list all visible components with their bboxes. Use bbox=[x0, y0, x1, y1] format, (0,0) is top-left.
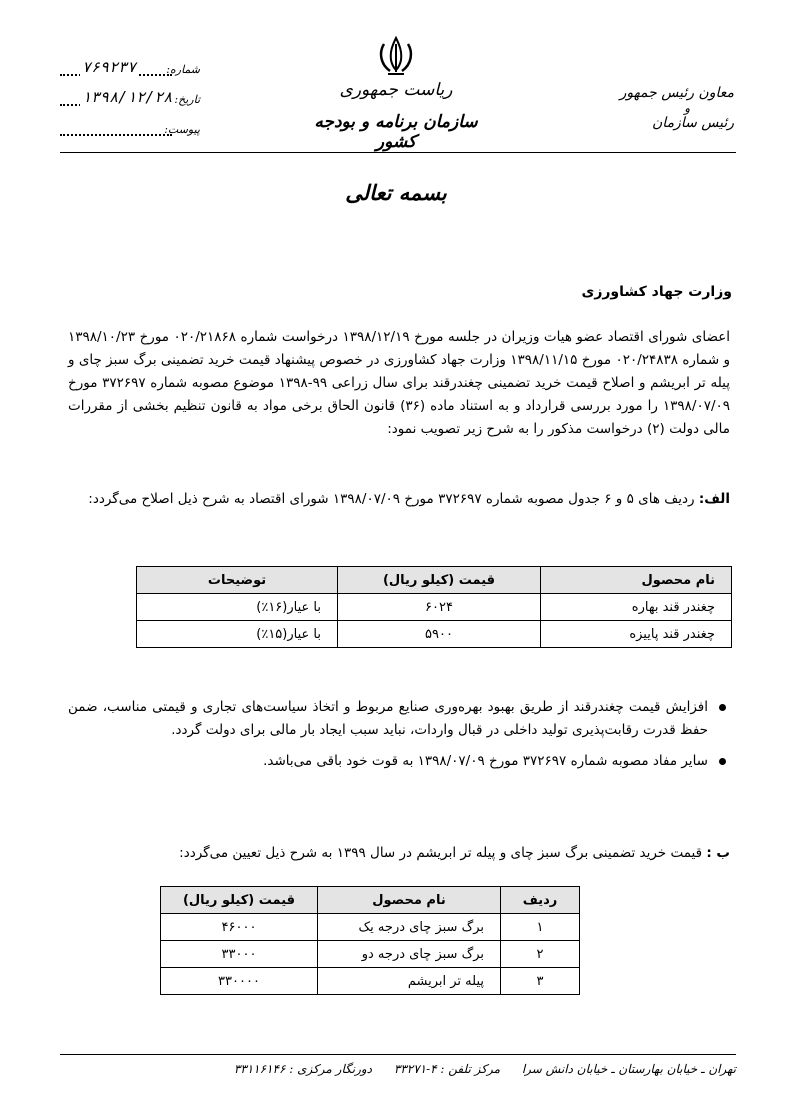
bismillah-heading: بسمه تعالی bbox=[345, 180, 447, 205]
table-cell: با عیار(۱۵٪) bbox=[137, 621, 338, 648]
bullet-list bbox=[68, 696, 730, 781]
table-row bbox=[137, 594, 732, 621]
table-header-cell: نام محصول bbox=[541, 567, 732, 594]
table-cell: چغندر قند بهاره bbox=[541, 594, 732, 621]
table-header-cell: قیمت (کیلو ریال) bbox=[161, 887, 318, 914]
table-cell: ۱ bbox=[501, 914, 580, 941]
list-item: افزایش قیمت چغندرقند از طریق بهبود بهره‌وری صنایع مربوط و اتخاذ سیاست‌های تجاری و قیمتی مناسب، ضمن حفظ قدرت رقابت‌پذیری تولید داخلی در قبال واردات، نباید سبب ایجاد بار مالی برای دولت گردد. bbox=[68, 696, 730, 742]
iran-emblem-icon bbox=[374, 34, 418, 78]
table-row bbox=[161, 914, 580, 941]
letter-date-field bbox=[60, 90, 200, 108]
table-cell: ۶۰۲۴ bbox=[338, 594, 541, 621]
dotted-line bbox=[60, 134, 172, 136]
table-header-cell: قیمت (کیلو ریال) bbox=[338, 567, 541, 594]
section-a-text: ردیف های ۵ و ۶ جدول مصوبه شماره ۳۷۲۶۹۷ مورخ ۱۳۹۸/۰۷/۰۹ شورای اقتصاد به شرح ذیل اصلاح می‌گردد: bbox=[88, 491, 699, 507]
table-cell: ۵۹۰۰ bbox=[338, 621, 541, 648]
footer bbox=[60, 1062, 736, 1076]
footer-address: تهران ـ خیابان بهارستان ـ خیابان دانش سرا bbox=[521, 1062, 736, 1076]
table-row bbox=[137, 621, 732, 648]
letter-attachment-label: پیوست: bbox=[164, 123, 200, 136]
section-a-label: الف: bbox=[698, 491, 730, 507]
table-row bbox=[161, 968, 580, 995]
table-header-cell: نام محصول bbox=[318, 887, 501, 914]
table-cell: چغندر قند پاییزه bbox=[541, 621, 732, 648]
section-b-label: ب : bbox=[706, 845, 730, 861]
table-row bbox=[161, 941, 580, 968]
org-name: سازمان برنامه و بودجه کشور bbox=[314, 112, 478, 152]
table-header-cell: ردیف bbox=[501, 887, 580, 914]
footer-fax: دورنگار مرکزی : ۳۳۱۱۶۱۴۶ bbox=[233, 1062, 373, 1076]
org-parent-name: ریاست جمهوری bbox=[339, 80, 453, 100]
signatory-title-and: و bbox=[684, 101, 690, 115]
tea-silk-price-table bbox=[160, 886, 580, 995]
table-cell: ۳۳۰۰۰ bbox=[161, 941, 318, 968]
table-cell: ۲ bbox=[501, 941, 580, 968]
list-item: سایر مفاد مصوبه شماره ۳۷۲۶۹۷ مورخ ۱۳۹۸/۰۷/۰۹ به قوت خود باقی می‌باشد. bbox=[68, 750, 730, 773]
section-a-paragraph bbox=[68, 488, 730, 511]
table-header-cell: توضیحات bbox=[137, 567, 338, 594]
table-cell: پیله تر ابریشم bbox=[318, 968, 501, 995]
footer-divider bbox=[60, 1054, 736, 1055]
header-divider bbox=[60, 152, 736, 153]
letter-number-value: ۷۶۹۲۳۷ bbox=[82, 58, 137, 76]
letter-date-label: تاریخ: bbox=[174, 93, 200, 106]
table-cell: برگ سبز چای درجه یک bbox=[318, 914, 501, 941]
addressee: وزارت جهاد کشاورزی bbox=[581, 284, 732, 300]
sugar-beet-price-table bbox=[136, 566, 732, 648]
table-header-row bbox=[137, 567, 732, 594]
table-cell: ۳۳۰۰۰۰ bbox=[161, 968, 318, 995]
signatory-title-line2: رئیس سازمان bbox=[652, 115, 734, 131]
letter-number-field bbox=[60, 60, 200, 78]
table-cell: ۴۶۰۰۰ bbox=[161, 914, 318, 941]
table-header-row bbox=[161, 887, 580, 914]
letter-number-label: شماره: bbox=[166, 63, 200, 76]
signatory-title-line1: معاون رئیس جمهور bbox=[619, 85, 734, 101]
section-b-paragraph bbox=[68, 842, 730, 865]
table-cell: با عیار(۱۶٪) bbox=[137, 594, 338, 621]
table-cell: ۳ bbox=[501, 968, 580, 995]
letter-attachment-field bbox=[60, 120, 200, 138]
footer-phone: مرکز تلفن : ۴-۳۳۲۷۱ bbox=[393, 1062, 500, 1076]
section-b-text: قیمت خرید تضمینی برگ سبز چای و پیله تر ابریشم در سال ۱۳۹۹ به شرح ذیل تعیین می‌گردد: bbox=[179, 845, 707, 861]
signatory-title-block bbox=[614, 84, 734, 132]
table-cell: برگ سبز چای درجه دو bbox=[318, 941, 501, 968]
intro-paragraph: اعضای شورای اقتصاد عضو هیات وزیران در جلسه مورخ ۱۳۹۸/۱۲/۱۹ درخواست شماره ۰۲۰/۲۱۸۶۸ مورخ ۱۳۹۸/۱۰/۲۳ و شماره ۰۲۰/۲۴۸۳۸ مورخ ۱۳۹۸/۱۱/۱۵ وزارت جهاد کشاورزی در خصوص پیشنهاد قیمت خرید تضمینی برگ سبز چای و پیله تر ابریشم و اصلاح قیمت خرید تضمینی چغندرقند برای سال زراعی ۹۹-۱۳۹۸ موضوع مصوبه شماره ۳۷۲۶۹۷ مورخ ۱۳۹۸/۰۷/۰۹ را مورد بررسی قرارداد و به استناد ماده (۳۶) قانون الحاق برخی مواد به قانون تنظیم بخشی از مقررات مالی دولت (۲) درخواست مذکور را به شرح زیر تصویب نمود: bbox=[68, 329, 730, 437]
letter-date-value: ۱۳۹۸/۱۲/۲۸ bbox=[82, 88, 173, 106]
